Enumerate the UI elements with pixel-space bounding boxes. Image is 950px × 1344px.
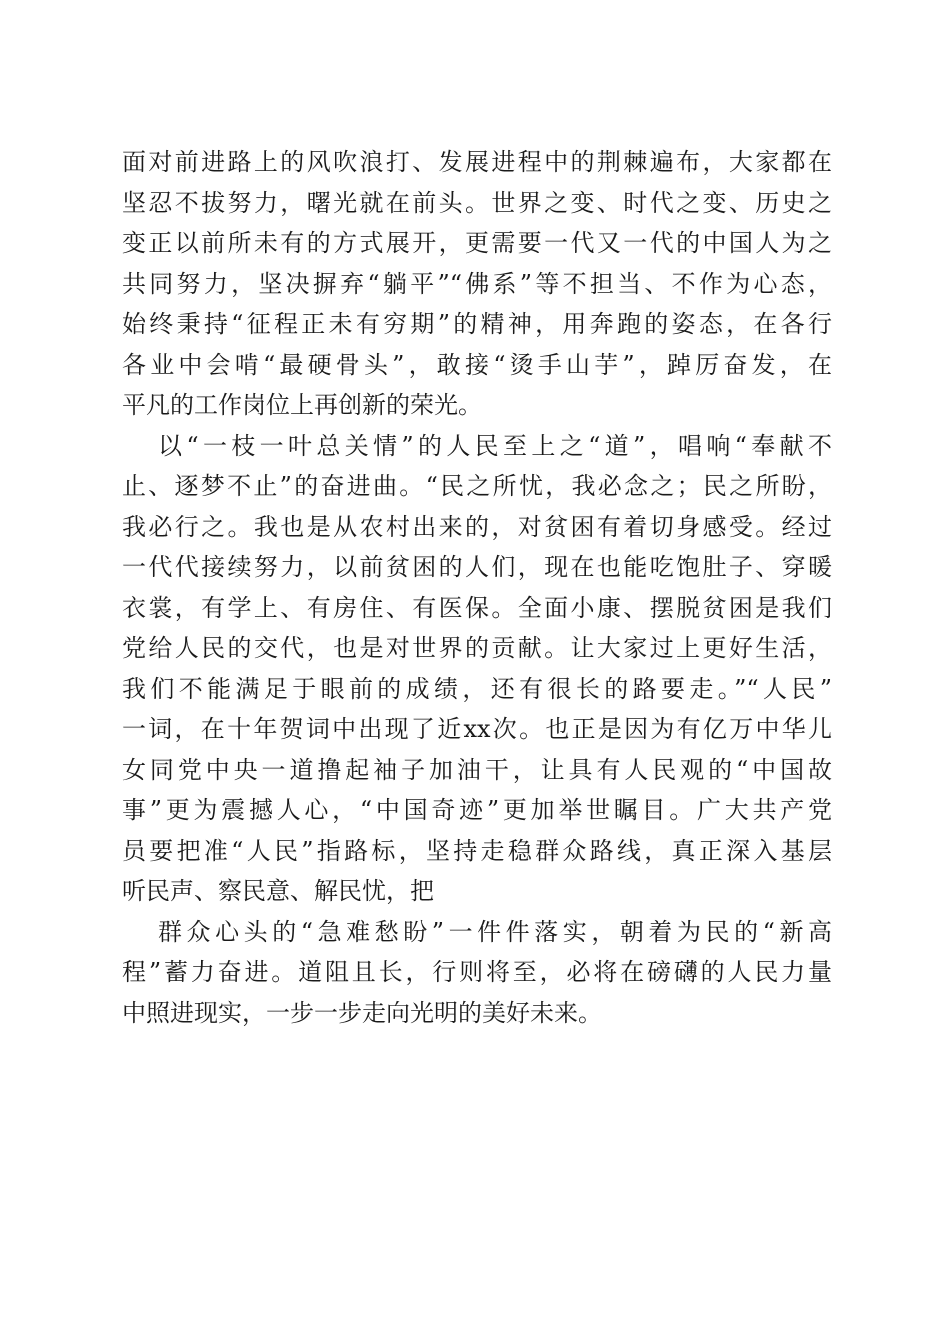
text-line: 我们不能满足于眼前的成绩，还有很长的路要走。”“人民” — [122, 674, 832, 703]
text-line: 面对前进路上的风吹浪打、发展进程中的荆棘遍布，大家都在 — [122, 148, 832, 176]
text-line: 止、逐梦不止”的奋进曲。“民之所忧，我必念之；民之所盼， — [122, 472, 832, 500]
document-body — [122, 142, 832, 1033]
text-line: 以“一枝一叶总关情”的人民至上之“道”，唱响“奉献不 — [158, 431, 832, 460]
paragraph — [122, 142, 832, 426]
paragraph — [122, 426, 832, 912]
text-line: 女同党中央一道撸起袖子加油干，让具有人民观的“中国故 — [122, 755, 832, 784]
text-line: 平凡的工作岗位上再创新的荣光。 — [122, 391, 482, 419]
text-line: 听民声、察民意、解民忧，把 — [122, 877, 434, 905]
text-line: 程”蓄力奋进。道阻且长，行则将至，必将在磅礴的人民力量 — [122, 958, 832, 986]
paragraph — [122, 912, 832, 1034]
text-line: 始终秉持“征程正未有穷期”的精神，用奔跑的姿态，在各行 — [122, 310, 832, 338]
text-line: 变正以前所未有的方式展开，更需要一代又一代的中国人为之 — [122, 229, 832, 257]
text-line: 衣裳，有学上、有房住、有医保。全面小康、摆脱贫困是我们 — [122, 593, 832, 622]
text-line: 事”更为震撼人心，“中国奇迹”更加举世瞩目。广大共产党 — [122, 796, 832, 824]
text-line: 一代代接续努力，以前贫困的人们，现在也能吃饱肚子、穿暖 — [122, 553, 832, 581]
text-line: 党给人民的交代，也是对世界的贡献。让大家过上更好生活， — [122, 634, 832, 662]
text-line: 我必行之。我也是从农村出来的，对贫困有着切身感受。经过 — [122, 512, 832, 541]
text-line: 坚忍不拔努力，曙光就在前头。世界之变、时代之变、历史之 — [122, 188, 832, 217]
text-line: 群众心头的“急难愁盼”一件件落实，朝着为民的“新高 — [158, 917, 832, 946]
text-line: 员要把准“人民”指路标，坚持走稳群众路线，真正深入基层 — [122, 836, 832, 865]
text-line: 共同努力，坚决摒弃“躺平”“佛系”等不担当、不作为心态， — [122, 269, 832, 298]
text-line: 中照进现实，一步一步走向光明的美好未来。 — [122, 998, 602, 1027]
text-line: 各业中会啃“最硬骨头”，敢接“烫手山芋”，踔厉奋发，在 — [122, 350, 832, 379]
text-line: 一词，在十年贺词中出现了近xx次。也正是因为有亿万中华儿 — [122, 715, 832, 743]
